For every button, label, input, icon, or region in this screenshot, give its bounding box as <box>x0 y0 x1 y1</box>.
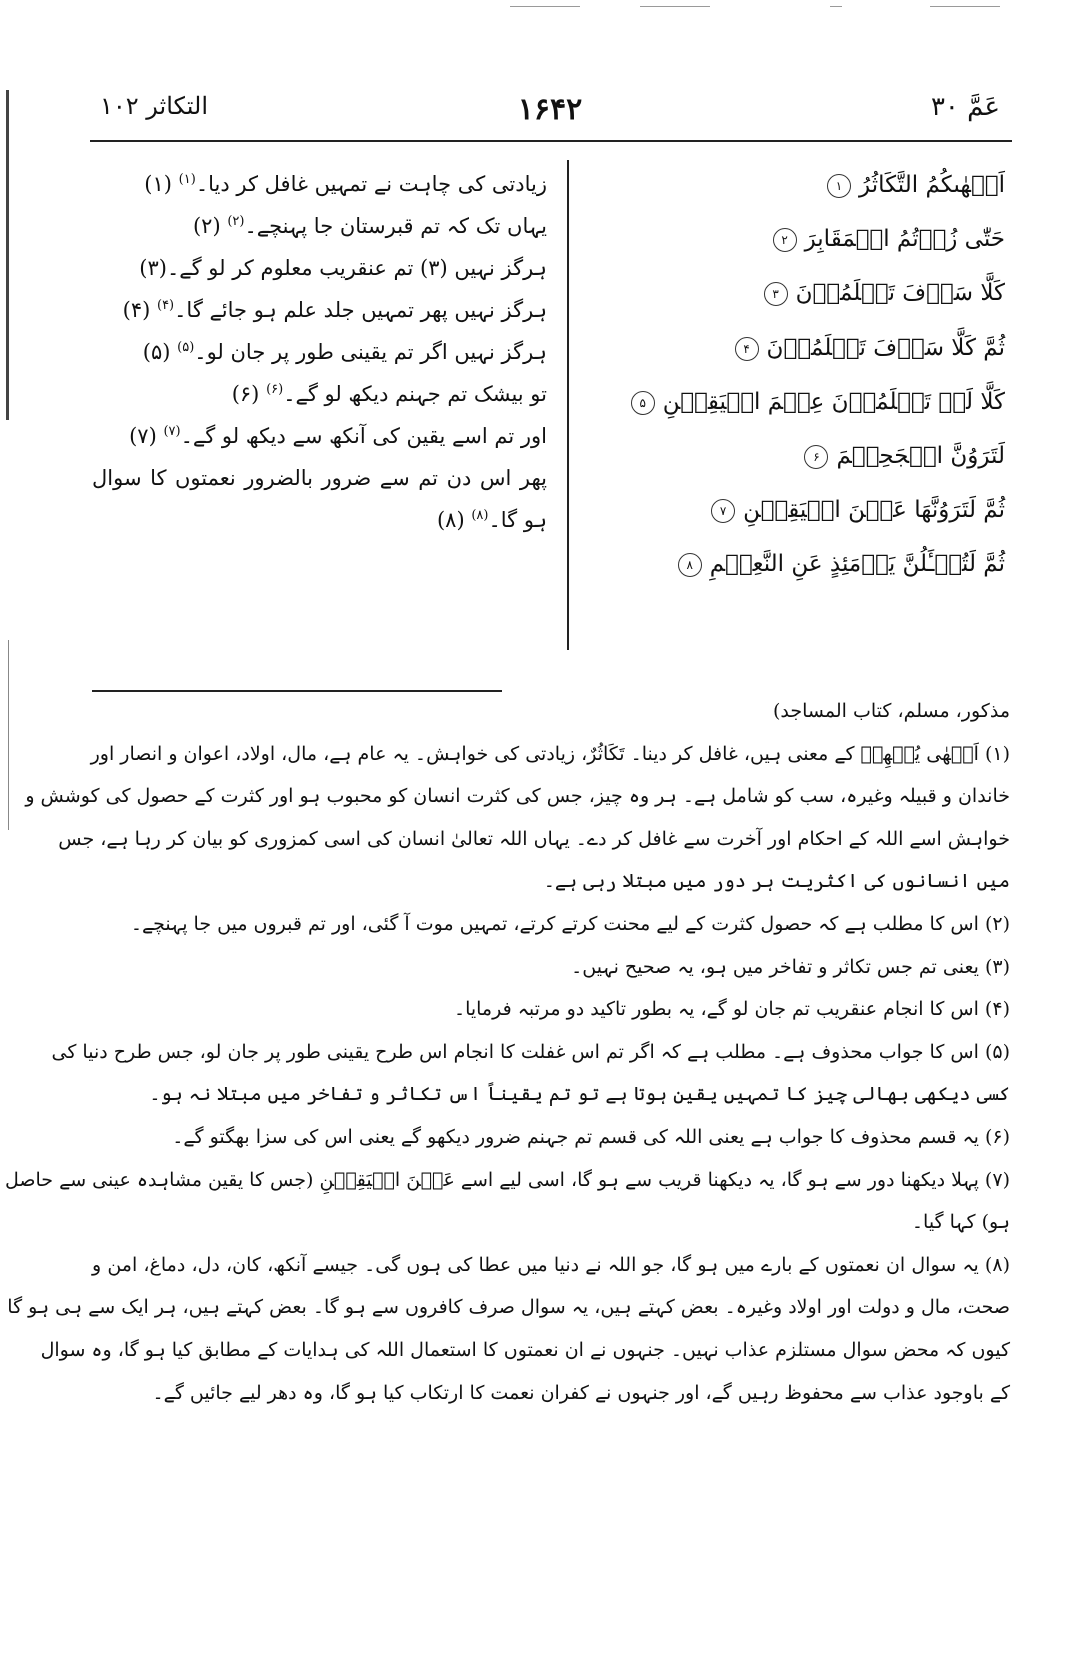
translation-line <box>92 256 547 298</box>
footnote-line: (۶) یہ قسم محذوف کا جواب ہے یعنی اللہ کی قسم تم جہنم ضرور دیکھو گے یعنی اس کی سزا بھگتو گے۔ <box>172 1125 1010 1148</box>
translation-text: ہرگز نہیں اگر تم یقینی طور پر جان لو۔ <box>194 340 547 364</box>
urdu-translation-column <box>92 172 547 550</box>
ayah <box>585 497 1005 551</box>
ayah-number-marker: ۵ <box>631 391 655 415</box>
binding-shadow <box>8 640 9 830</box>
verse-number: (۳) <box>139 256 167 280</box>
verse-number: (۶) <box>231 382 260 406</box>
surah-label: التکاثر ۱۰۲ <box>100 92 209 120</box>
translation-text: پھر اس دن تم سے ضرور بالضرور نعمتوں کا سوال <box>92 466 547 490</box>
verse-number: (۴) <box>122 298 151 322</box>
ayah-number-marker: ۲ <box>773 228 797 252</box>
ayah-number-marker: ۸ <box>678 553 702 577</box>
footnote-ref: (۶) <box>266 382 284 397</box>
footnote-line: کیوں کہ محض سوال مستلزم عذاب نہیں۔ جنہوں نے ان نعمتوں کا استعمال اللہ کی ہدایات کے مطابق کیا ہو گا، وہ سوال <box>40 1338 1010 1361</box>
footnote-line: (۴) اس کا انجام عنقریب تم جان لو گے، یہ بطور تاکید دو مرتبہ فرمایا۔ <box>453 998 1010 1021</box>
ayah-text: اَلۡهٰىكُمُ التَّكَاثُرُ <box>859 172 1005 198</box>
ayah-number-marker: ۱ <box>827 174 851 198</box>
translation-text: ہو گا۔ <box>488 508 547 532</box>
ayah-text: لَتَرَوُنَّ الۡجَحِيۡمَ <box>836 442 1005 469</box>
footnote-line: خاندان و قبیلہ وغیرہ، سب کو شامل ہے۔ ہر وہ چیز، جس کی کثرت انسان کو محبوب ہو اور کثرت کے حصول کی کوشش و <box>25 785 1010 808</box>
footnote-ref: (۱) <box>178 172 196 187</box>
ayah <box>585 226 1005 280</box>
ayah-number-marker: ۴ <box>735 337 759 361</box>
footnote-line: کسی دیکھی بھالی چیز کا تمہیں یقین ہوتا ہے تو تم یقیناً اس تکاثر و تفاخر میں مبتلا نہ ہو۔ <box>149 1083 1010 1106</box>
translation-text: یہاں تک کہ تم قبرستان جا پہنچے۔ <box>244 214 547 238</box>
translation-line <box>92 214 547 256</box>
ayah <box>585 443 1005 497</box>
ayah-text: ثُمَّ كَلَّا سَوۡفَ تَعۡلَمُوۡنَ <box>766 334 1005 361</box>
translation-text: زیادتی کی چاہت نے تمہیں غافل کر دیا۔ <box>195 172 547 196</box>
footnote-line: میں انسانوں کی اکثریت ہر دور میں مبتلا رہی ہے۔ <box>543 870 1010 893</box>
ayah <box>585 172 1005 226</box>
header-rule <box>90 140 1012 142</box>
binding-shadow <box>6 90 9 420</box>
translation-line <box>92 508 547 550</box>
footnote-line: خواہش اسے اللہ کے احکام اور آخرت سے غافل کر دے۔ یہاں اللہ تعالیٰ انسان کی اسی کمزوری کو بیان کر رہا ہے، جس <box>58 827 1010 850</box>
juz-label: عَمَّ ۳۰ <box>930 92 1000 122</box>
ayah <box>585 335 1005 389</box>
translation-line <box>92 466 547 508</box>
footnote-line: (۳) یعنی تم جس تکاثر و تفاخر میں ہو، یہ صحیح نہیں۔ <box>571 955 1010 978</box>
footnote-line: کے باوجود عذاب سے محفوظ رہیں گے، اور جنہوں نے کفران نعمت کا ارتکاب کیا ہو گا، وہ دھر لیے جائیں گے۔ <box>152 1381 1010 1404</box>
footnotes <box>4 700 1010 1424</box>
verse-number: (۲) <box>192 214 221 238</box>
footnote-ref: (۷) <box>163 424 181 439</box>
scan-edge-mark <box>830 6 842 7</box>
ayah <box>585 551 1005 605</box>
page-header <box>100 92 1000 132</box>
translation-line <box>92 340 547 382</box>
column-divider <box>567 160 569 650</box>
ayah-text: ثُمَّ لَتُسۡـَٔلُنَّ يَوۡمَئِذٍ عَنِ النَّعِيۡمِ <box>709 551 1005 578</box>
footnote-line: صحت، مال و دولت اور اولاد وغیرہ۔ بعض کہتے ہیں، یہ سوال صرف کافروں سے ہو گا۔ بعض کہتے ہیں، ہر ایک سے ہی ہو گا <box>7 1296 1010 1319</box>
footnote-line: مذکور، مسلم، کتاب المساجد) <box>772 700 1010 722</box>
scan-edge-mark <box>640 6 710 7</box>
translation-line <box>92 298 547 340</box>
footnote-line: ہو) کہا گیا۔ <box>911 1211 1010 1234</box>
scan-edge-mark <box>930 6 1000 7</box>
arabic-text-column <box>585 172 1005 606</box>
footnote-rule <box>92 690 502 692</box>
footnote-ref: (۸) <box>471 508 489 523</box>
ayah <box>585 280 1005 334</box>
verse-number: (۱) <box>144 172 172 196</box>
ayah-text: كَلَّا لَوۡ تَعۡلَمُوۡنَ عِلۡمَ الۡيَقِيۡنِ <box>662 388 1005 415</box>
verse-number: (۷) <box>129 424 157 448</box>
translation-line <box>92 172 547 214</box>
ayah-number-marker: ۳ <box>764 282 788 306</box>
translation-line <box>92 382 547 424</box>
ayah-text: ثُمَّ لَتَرَوُنَّهَا عَيۡنَ الۡيَقِيۡنِ <box>743 497 1005 524</box>
ayah-number-marker: ۷ <box>711 499 735 523</box>
footnote-line: (۷) پہلا دیکھنا دور سے ہو گا، یہ دیکھنا قریب سے ہو گا، اسی لیے اسے عَيۡنَ الۡيَقِيۡنِ (جس کا یقین مشاہدہ عینی سے حاصل <box>4 1168 1010 1191</box>
translation-text: تو بیشک تم جہنم دیکھ لو گے۔ <box>283 382 547 406</box>
ayah-text: حَتّٰى زُرۡتُمُ الۡمَقَابِرَ <box>804 226 1005 253</box>
ayah-number-marker: ۶ <box>804 445 828 469</box>
footnote-line: (۲) اس کا مطلب ہے کہ حصول کثرت کے لیے محنت کرتے کرتے، تمہیں موت آ گئی، اور تم قبروں میں جا پہنچے۔ <box>130 912 1010 935</box>
ayah-text: كَلَّا سَوۡفَ تَعۡلَمُوۡنَ <box>795 280 1005 307</box>
translation-text: ہرگز نہیں پھر تمہیں جلد علم ہو جائے گا۔ <box>174 298 547 322</box>
footnote-line: (۱) اَلۡهٰى يُلۡهِىۡ کے معنی ہیں، غافل کر دینا۔ تَكَاثُرٌ، زیادتی کی خواہش۔ یہ عام ہے، مال، اولاد، اعوان و انصار اور <box>90 742 1010 765</box>
translation-text: ہرگز نہیں (۳) تم عنقریب معلوم کر لو گے۔ <box>166 256 547 280</box>
footnote-ref: (۲) <box>227 214 245 229</box>
footnote-ref: (۴) <box>156 298 175 313</box>
footnote-line: (۵) اس کا جواب محذوف ہے۔ مطلب ہے کہ اگر تم اس غفلت کا انجام اس طرح یقینی طور پر جان لو، جس طرح دنیا کی <box>51 1040 1010 1063</box>
translation-text: اور تم اسے یقین کی آنکھ سے دیکھ لو گے۔ <box>180 424 547 448</box>
page-number: ۱۶۴۲ <box>517 92 583 127</box>
verse-number: (۸) <box>436 508 465 532</box>
footnote-line: (۸) یہ سوال ان نعمتوں کے بارے میں ہو گا، جو اللہ نے دنیا میں عطا کی ہوں گی۔ جیسے آنکھ، کان، دل، دماغ، امن و <box>92 1253 1010 1276</box>
scan-edge-mark <box>510 6 580 7</box>
translation-line <box>92 424 547 466</box>
footnote-ref: (۵) <box>177 340 195 355</box>
ayah <box>585 389 1005 443</box>
verse-number: (۵) <box>142 340 171 364</box>
